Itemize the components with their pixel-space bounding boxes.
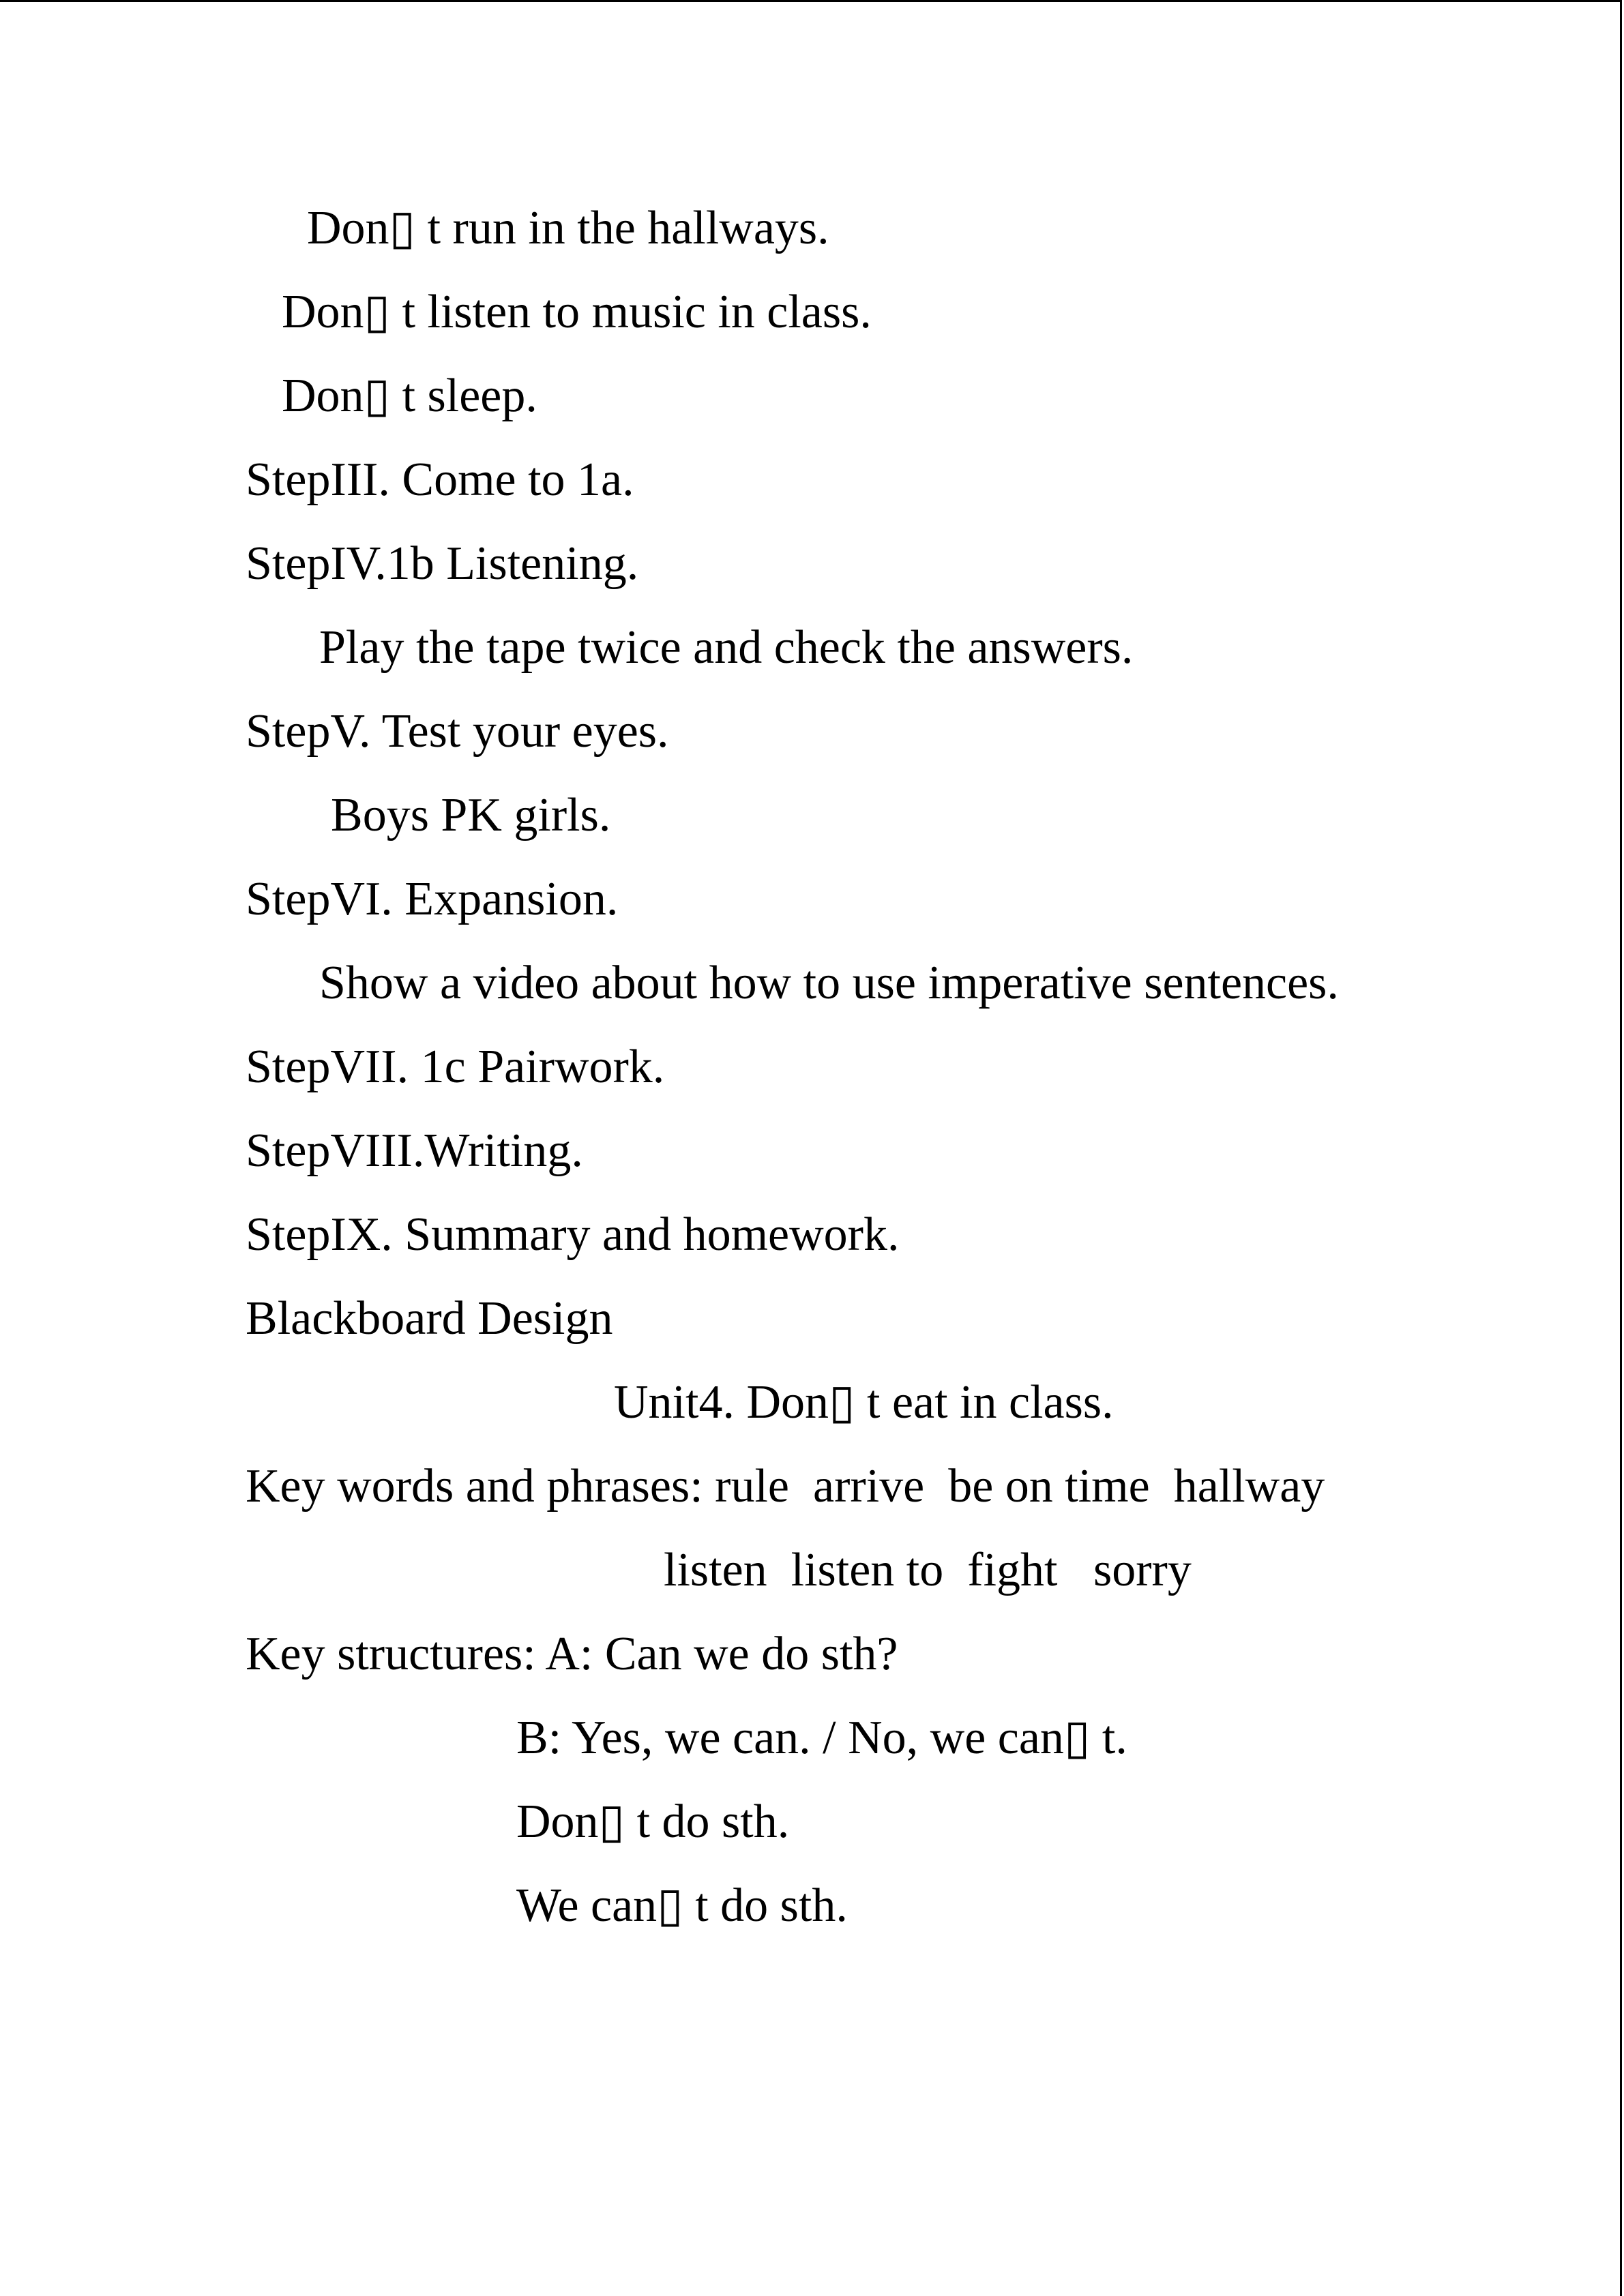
- key-words-line: Key words and phrases: rule arrive be on time hallway: [246, 1460, 1325, 1512]
- step-v-heading: StepV. Test your eyes.: [246, 705, 669, 758]
- key-structures-line: Key structures: A: Can we do sth?: [246, 1628, 898, 1680]
- step-iv-heading: StepIV.1b Listening.: [246, 537, 639, 590]
- step-ix-heading: StepIX. Summary and homework.: [246, 1208, 900, 1261]
- rule-no-sleep-line: Don▯ t sleep.: [282, 370, 537, 422]
- key-structure-cant: We can▯ t do sth.: [516, 1879, 848, 1932]
- rule-no-music-line: Don▯ t listen to music in class.: [282, 286, 872, 338]
- key-words-continued-line: listen listen to fight sorry: [664, 1544, 1192, 1596]
- rule-no-running-line: Don▯ t run in the hallways.: [307, 202, 829, 254]
- unit-title: Unit4. Don▯ t eat in class.: [614, 1376, 1114, 1429]
- step-viii-heading: StepVIII.Writing.: [246, 1124, 583, 1177]
- step-iii-heading: StepIII. Come to 1a.: [246, 453, 634, 506]
- blackboard-design-heading: Blackboard Design: [246, 1292, 613, 1345]
- step-iv-detail: Play the tape twice and check the answers.: [319, 621, 1134, 674]
- step-vi-heading: StepVI. Expansion.: [246, 873, 619, 925]
- step-vi-detail: Show a video about how to use imperative sentences.: [319, 957, 1339, 1009]
- step-vii-heading: StepVII. 1c Pairwork.: [246, 1041, 665, 1093]
- key-structure-dont: Don▯ t do sth.: [516, 1795, 790, 1848]
- step-v-detail: Boys PK girls.: [331, 789, 611, 841]
- key-structure-answer: B: Yes, we can. / No, we can▯ t.: [516, 1712, 1127, 1764]
